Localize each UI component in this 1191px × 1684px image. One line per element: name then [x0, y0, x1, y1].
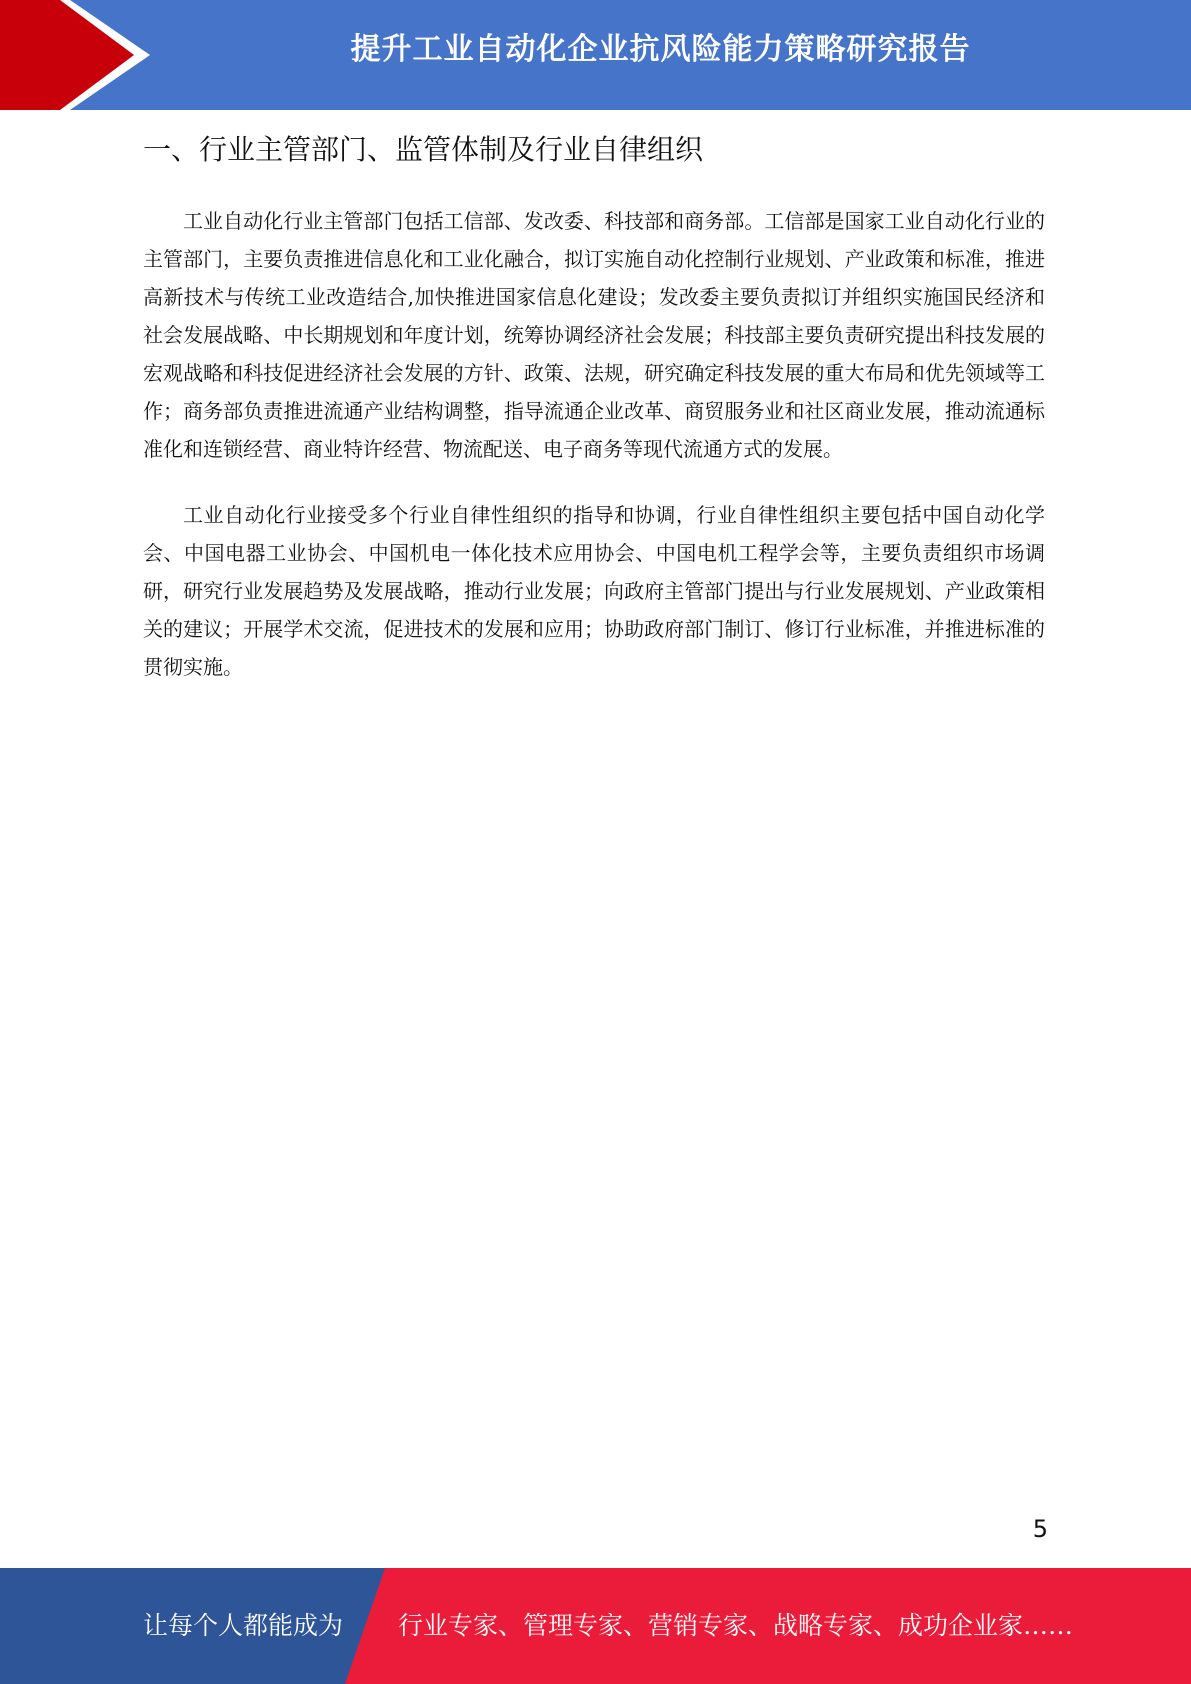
paragraph-regulators: 工业自动化行业主管部门包括工信部、发改委、科技部和商务部。工信部是国家工业自动化行业的主管部门，主要负责推进信息化和工业化融合，拟订实施自动化控制行业规划、产业政策和标准，推进高新技术与传统工业改造结合,加快推进国家信息化建设；发改委主要负责拟订并组织实施国民经济和社会发展战略、中长期规划和年度计划，统筹协调经济社会发展；科技部主要负责研究提出科技发展的宏观战略和科技促进经济社会发展的方针、政策、法规，研究确定科技发展的重大布局和优先领域等工作；商务部负责推进流通产业结构调整，指导流通企业改革、商贸服务业和社区商业发展，推动流通标准化和连锁经营、商业特许经营、物流配送、电子商务等现代流通方式的发展。: [143, 209, 1045, 461]
report-title: 提升工业自动化企业抗风险能力策略研究报告: [350, 32, 971, 67]
section-heading: 一、行业主管部门、监管体制及行业自律组织: [143, 133, 704, 166]
main-content: [143, 126, 1045, 714]
footer-slogan-left: 让每个人都能成为: [143, 1611, 344, 1640]
page-footer: [0, 1568, 1191, 1684]
page-header: [0, 0, 1191, 110]
footer-slogan-right: 行业专家、管理专家、营销专家、战略专家、成功企业家……: [398, 1611, 1074, 1640]
page-number: 5: [1032, 1515, 1048, 1543]
paragraph-self-regulatory-orgs: 工业自动化行业接受多个行业自律性组织的指导和协调，行业自律性组织主要包括中国自动化学会、中国电器工业协会、中国机电一体化技术应用协会、中国电机工程学会等，主要负责组织市场调研，研究行业发展趋势及发展战略，推动行业发展；向政府主管部门提出与行业发展规划、产业政策相关的建议；开展学术交流，促进技术的发展和应用；协助政府部门制订、修订行业标准，并推进标准的贯彻实施。: [143, 503, 1045, 679]
